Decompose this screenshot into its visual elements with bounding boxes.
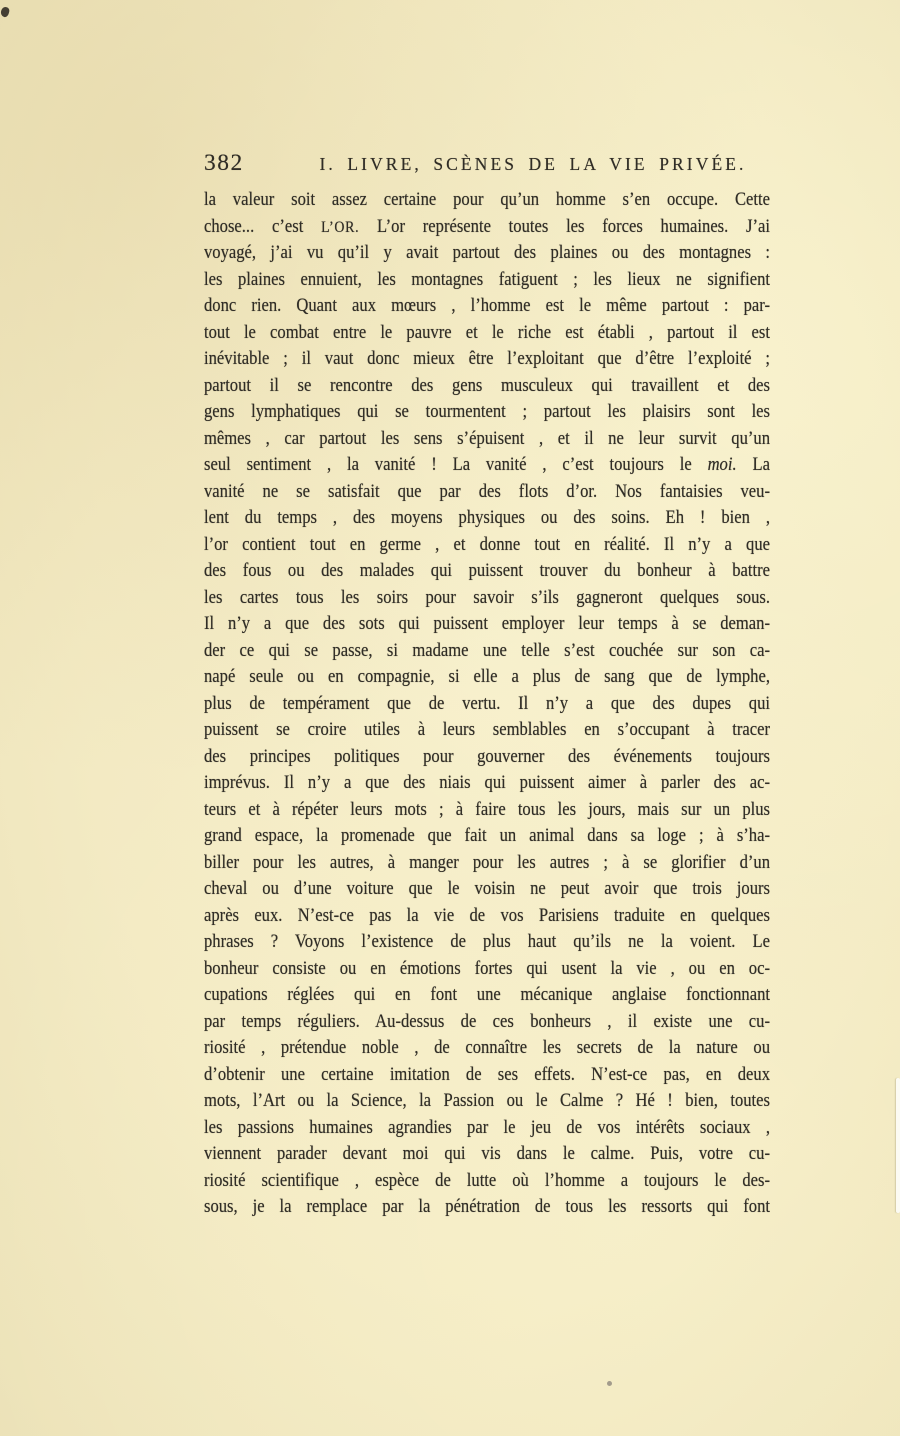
text-line: Il n’y a que des sots qui puissent employer leur temps à se deman- — [204, 611, 770, 634]
text-line: les cartes tous les soirs pour savoir s’ils gagneront quelques sous. — [204, 584, 770, 607]
text-line: par temps réguliers. Au-dessus de ces bonheurs , il existe une cu- — [204, 1008, 770, 1031]
text-line: vanité ne se satisfait que par des flots d’or. Nos fantaisies veu- — [204, 478, 770, 501]
text-line: cupations réglées qui en font une mécanique anglaise fonctionnant — [204, 982, 770, 1005]
text-line: partout il se rencontre des gens musculeux qui travaillent et des — [204, 372, 770, 395]
text-line: grand espace, la promenade que fait un animal dans sa loge ; à s’ha- — [204, 823, 770, 846]
text-line: les passions humaines agrandies par le jeu de vos intérêts sociaux , — [204, 1114, 770, 1137]
text-line: des fous ou des malades qui puissent trouver du bonheur à battre — [204, 558, 770, 581]
text-line: cheval ou d’une voiture que le voisin ne peut avoir que trois jours — [204, 876, 770, 899]
text-line: riosité , prétendue noble , de connaître les secrets de la nature ou — [204, 1035, 770, 1058]
text-line: tout le combat entre le pauvre et le riche est établi , partout il est — [204, 319, 770, 342]
text-line: napé seule ou en compagnie, si elle a plus de sang que de lymphe, — [204, 664, 770, 687]
text-line: chose... c’est L’OR. L’or représente toutes les forces humaines. J’ai — [204, 213, 770, 236]
text-line: la valeur soit assez certaine pour qu’un homme s’en occupe. Cette — [204, 187, 770, 210]
text-line: d’obtenir une certaine imitation de ses effets. N’est-ce pas, en deux — [204, 1061, 770, 1084]
text-line: bonheur consiste ou en émotions fortes qui usent la vie , ou en oc- — [204, 955, 770, 978]
text-line: des principes politiques pour gouverner des événements toujours — [204, 743, 770, 766]
text-line: sous, je la remplace par la pénétration de tous les ressorts qui font — [204, 1194, 770, 1217]
text-line: plus de tempérament que de vertu. Il n’y a que des dupes qui — [204, 690, 770, 713]
text-line: mots, l’Art ou la Science, la Passion ou le Calme ? Hé ! bien, toutes — [204, 1088, 770, 1111]
text-line: l’or contient tout en germe , et donne tout en réalité. Il n’y a que — [204, 531, 770, 554]
text-line: puissent se croire utiles à leurs semblables en s’occupant à tracer — [204, 717, 770, 740]
text-line: riosité scientifique , espèce de lutte où l’homme a toujours le des- — [204, 1167, 770, 1190]
paper-speck-bottom — [607, 1381, 612, 1386]
text-line: der ce qui se passe, si madame une telle s’est couchée sur son ca- — [204, 637, 770, 660]
text-block — [204, 186, 770, 1220]
running-header: I. LIVRE, SCÈNES DE LA VIE PRIVÉE. — [319, 154, 747, 174]
scan-edge-highlight — [896, 1078, 900, 1213]
text-line: lent du temps , des moyens physiques ou des soins. Eh ! bien , — [204, 505, 770, 528]
text-line: biller pour les autres, à manger pour les autres ; à se glorifier d’un — [204, 849, 770, 872]
text-line: mêmes , car partout les sens s’épuisent , et il ne leur survit qu’un — [204, 425, 770, 448]
text-line: imprévus. Il n’y a que des niais qui puissent aimer à parler des ac- — [204, 770, 770, 793]
text-line: viennent parader devant moi qui vis dans le calme. Puis, votre cu- — [204, 1141, 770, 1164]
text-line: phrases ? Voyons l’existence de plus haut qu’ils ne la voient. Le — [204, 929, 770, 952]
text-line: après eux. N’est-ce pas la vie de vos Parisiens traduite en quelques — [204, 902, 770, 925]
text-line: voyagé, j’ai vu qu’il y avait partout des plaines ou des montagnes : — [204, 240, 770, 263]
text-line: les plaines ennuient, les montagnes fatiguent ; les lieux ne signifient — [204, 266, 770, 289]
text-line: inévitable ; il vaut donc mieux être l’exploitant que d’être l’exploité ; — [204, 346, 770, 369]
paper-speck-top-left — [0, 6, 10, 18]
text-line: seul sentiment , la vanité ! La vanité , c’est toujours le moi. La — [204, 452, 770, 475]
text-line: gens lymphatiques qui se tourmentent ; partout les plaisirs sont les — [204, 399, 770, 422]
text-line: teurs et à répéter leurs mots ; à faire tous les jours, mais sur un plus — [204, 796, 770, 819]
text-line: donc rien. Quant aux mœurs , l’homme est le même partout : par- — [204, 293, 770, 316]
page-header — [204, 150, 770, 176]
page-number: 382 — [204, 150, 244, 176]
